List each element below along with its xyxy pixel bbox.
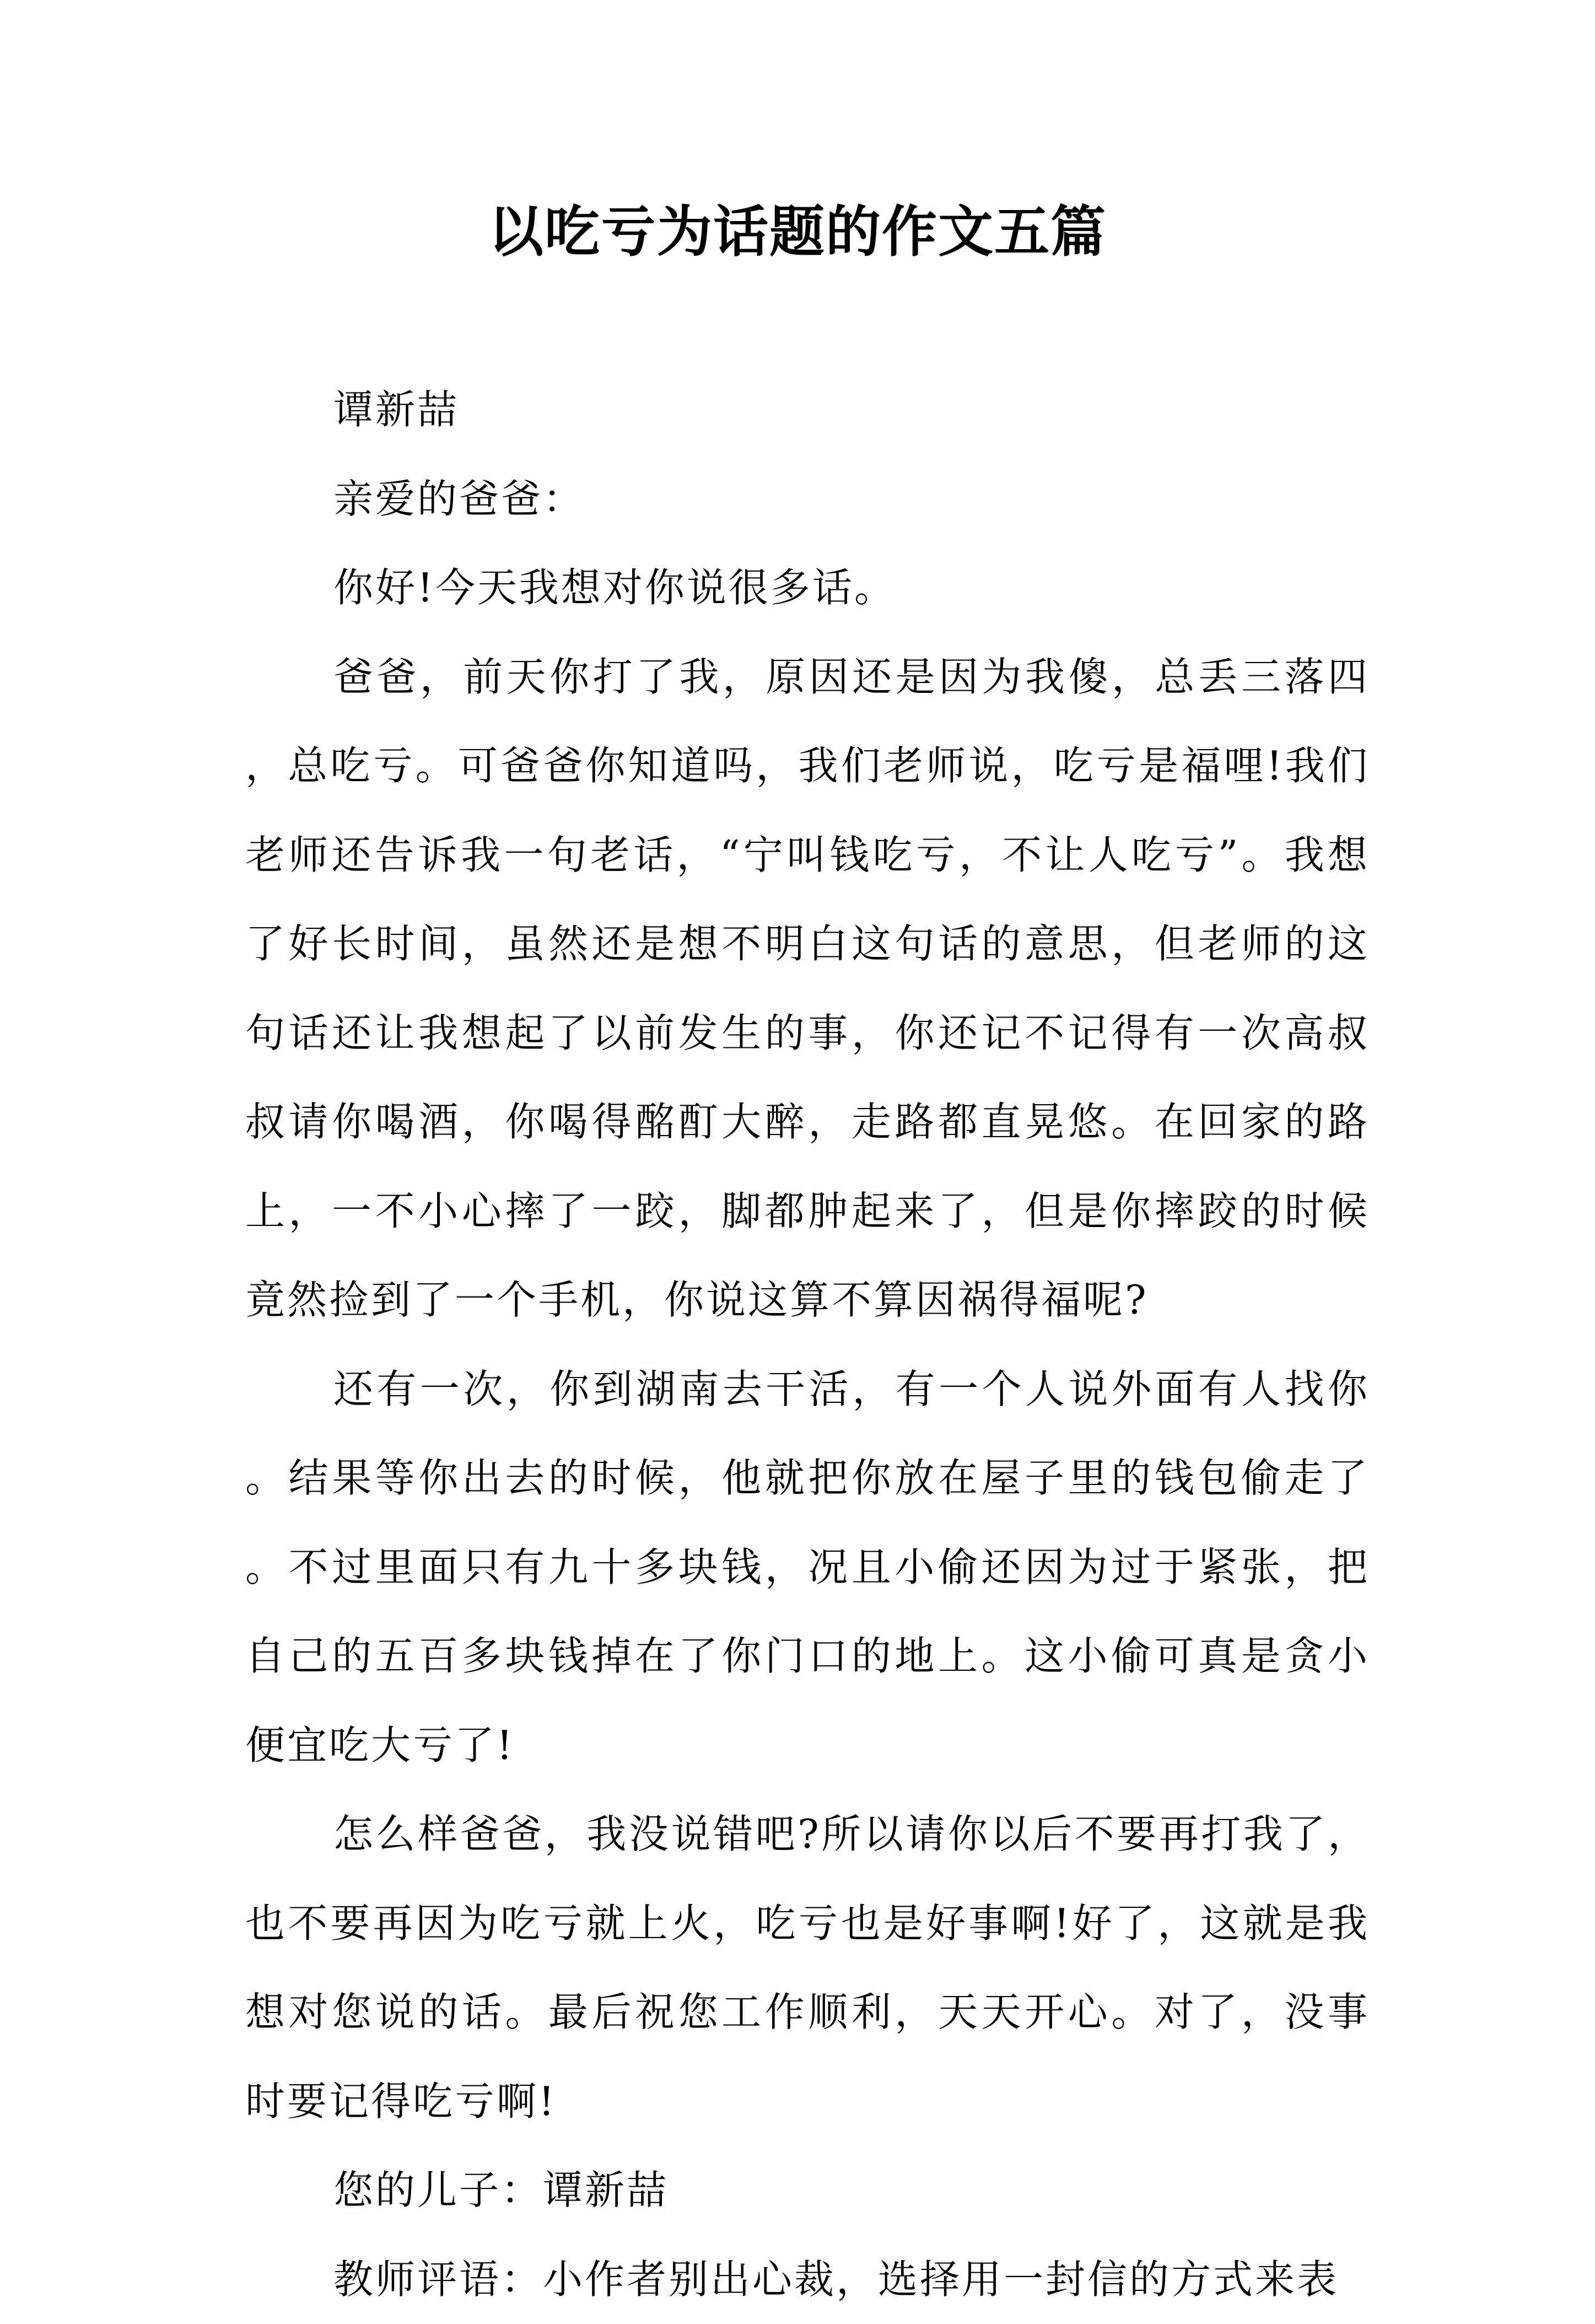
document-title: 以吃亏为话题的作文五篇 [0, 196, 1595, 267]
body-paragraph: 爸爸，前天你打了我，原因还是因为我傻，总丢三落四，总吃亏。可爸爸你知道吗，我们老师说，吃亏是福哩!我们老师还告诉我一句老话，“宁叫钱吃亏，不让人吃亏”。我想了好长时间，虽然还是想不明白这句话的意思，但老师的这句话还让我想起了以前发生的事，你还记不记得有一次高叔叔请你喝酒，你喝得酩酊大醉，走路都直晃悠。在回家的路上，一不小心摔了一跤，脚都肿起来了，但是你摔跤的时候竟然捡到了一个手机，你说这算不算因祸得福呢? [245, 633, 1370, 1345]
document-body [245, 365, 1370, 2324]
body-paragraph: 怎么样爸爸，我没说错吧?所以请你以后不要再打我了，也不要再因为吃亏就上火，吃亏也是好事啊!好了，这就是我想对您说的话。最后祝您工作顺利，天天开心。对了，没事时要记得吃亏啊! [245, 1790, 1370, 2146]
salutation: 亲爱的爸爸： [245, 455, 1370, 544]
teacher-comment: 教师评语：小作者别出心裁，选择用一封信的方式来表 [245, 2235, 1370, 2324]
body-paragraph: 还有一次，你到湖南去干活，有一个人说外面有人找你。结果等你出去的时候，他就把你放在屋子里的钱包偷走了。不过里面只有九十多块钱，况且小偷还因为过于紧张，把自己的五百多块钱掉在了你门口的地上。这小偷可真是贪小便宜吃大亏了! [245, 1345, 1370, 1790]
author-line: 谭新喆 [245, 365, 1370, 455]
greeting-paragraph: 你好!今天我想对你说很多话。 [245, 544, 1370, 633]
signature-line: 您的儿子：谭新喆 [245, 2146, 1370, 2235]
